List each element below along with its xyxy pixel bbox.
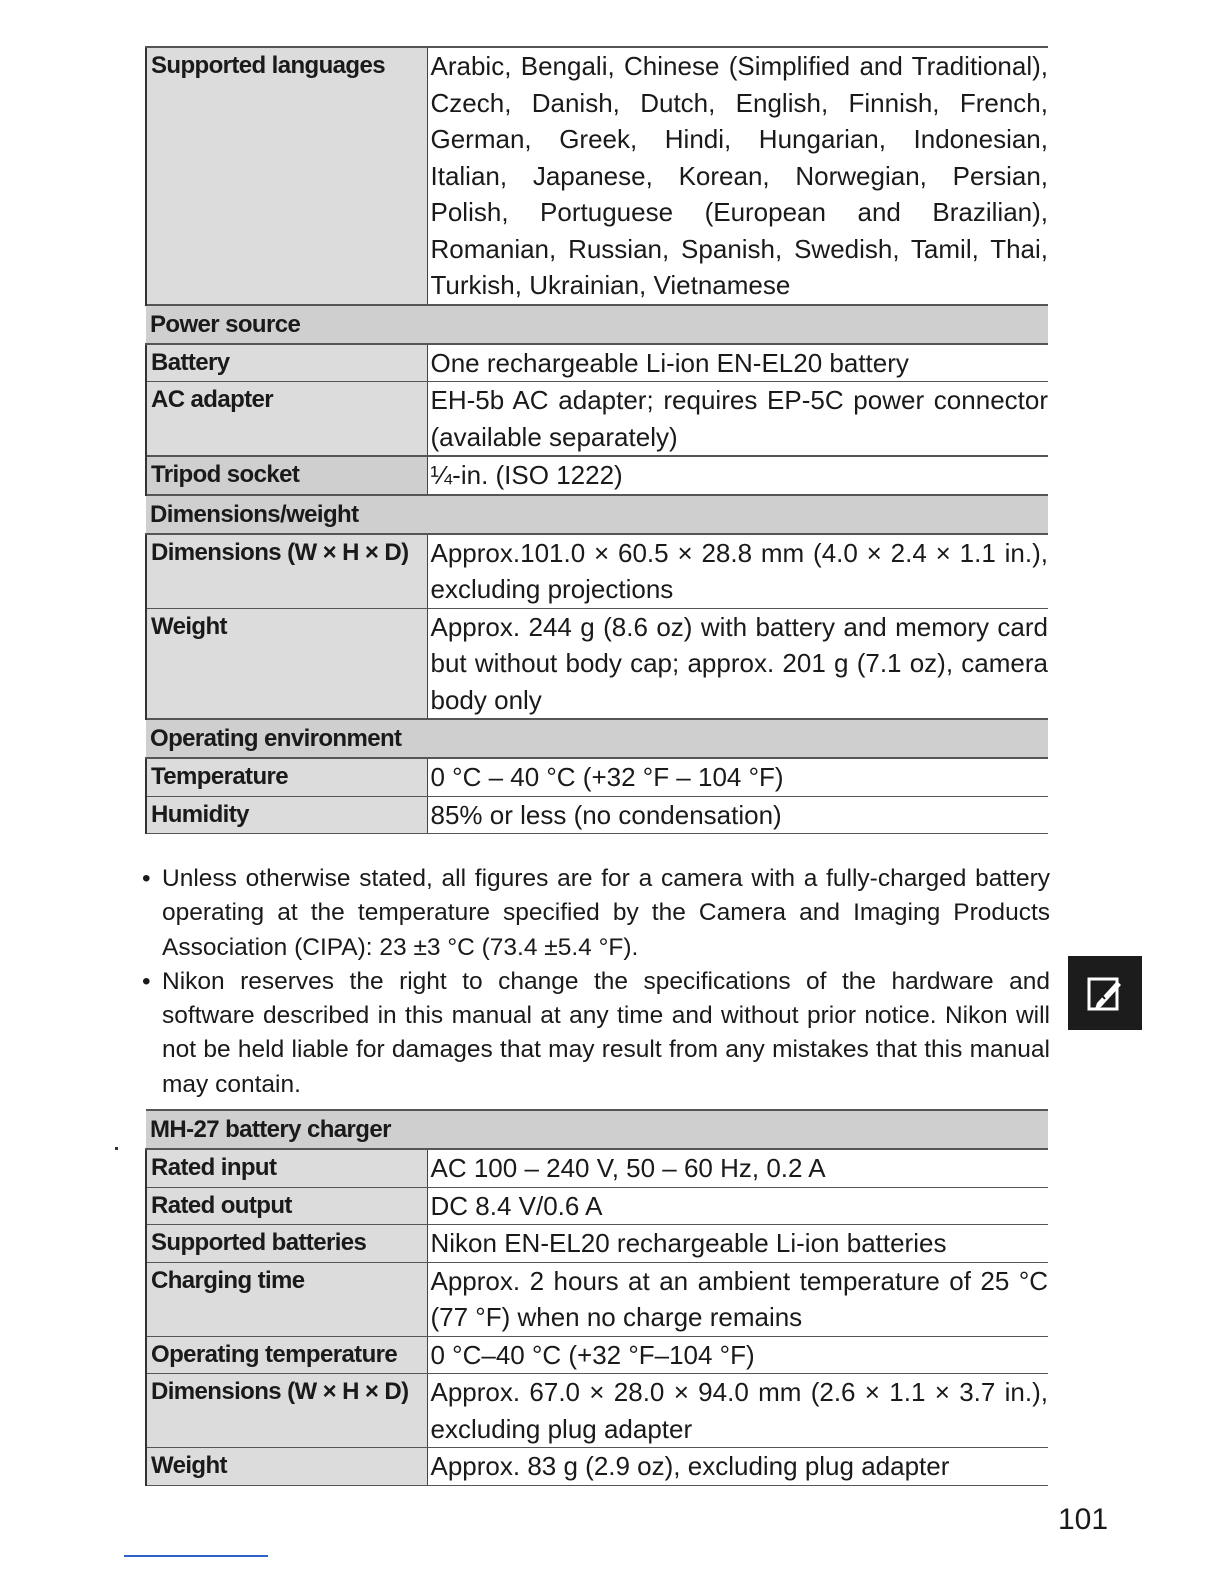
scan-artifact <box>124 1555 268 1557</box>
spec-row <box>146 1149 1048 1187</box>
spec-label: Charging time <box>146 1262 427 1336</box>
note-item <box>140 862 1050 965</box>
spec-row <box>146 1225 1048 1263</box>
spec-value: ¼-in. (ISO 1222) <box>427 456 1048 495</box>
spec-value: 0 °C–40 °C (+32 °F–104 °F) <box>427 1336 1048 1374</box>
spec-row <box>146 1187 1048 1225</box>
page-number: 101 <box>1058 1503 1109 1536</box>
spec-label: Humidity <box>146 796 427 834</box>
section-header-dimensions-weight <box>146 495 1048 534</box>
spec-row-temperature <box>146 758 1048 796</box>
spec-row-supported-languages <box>146 47 1048 305</box>
section-title: Dimensions/weight <box>146 495 1048 534</box>
spec-label: Supported batteries <box>146 1225 427 1263</box>
spec-label: Dimensions (W × H × D) <box>146 534 427 609</box>
scan-artifact <box>115 1147 118 1150</box>
spec-value: DC 8.4 V/0.6 A <box>427 1187 1048 1225</box>
spec-row-humidity <box>146 796 1048 834</box>
spec-label: Temperature <box>146 758 427 796</box>
spec-notes <box>140 862 1050 1102</box>
spec-label: Dimensions (W × H × D) <box>146 1374 427 1448</box>
spec-row-dimensions <box>146 534 1048 609</box>
spec-label: Supported languages <box>146 47 427 305</box>
spec-row <box>146 1448 1048 1486</box>
spec-label: Rated output <box>146 1187 427 1225</box>
spec-label: Battery <box>146 344 427 382</box>
spec-row <box>146 1374 1048 1448</box>
spec-value: Approx. 83 g (2.9 oz), excluding plug adapter <box>427 1448 1048 1486</box>
spec-row-weight <box>146 608 1048 719</box>
charger-spec-table <box>145 1109 1048 1486</box>
note-text: Unless otherwise stated, all figures are for a camera with a fully-charged battery operating at the temperature specified by the Camera and Imaging Products Association (CIPA): 23 ±3 °C (73.4 ±5.4 °F). <box>162 865 1050 961</box>
section-title: Power source <box>146 305 1048 344</box>
camera-spec-table <box>145 46 1048 834</box>
note-item <box>140 965 1050 1102</box>
spec-value: Approx. 67.0 × 28.0 × 94.0 mm (2.6 × 1.1 × 3.7 in.), excluding plug adapter <box>427 1374 1048 1448</box>
section-header-charger <box>146 1110 1048 1149</box>
bullet: • <box>142 967 151 995</box>
section-title: Operating environment <box>146 719 1048 758</box>
spec-value: Approx. 244 g (8.6 oz) with battery and memory card but without body cap; approx. 201 g (7.1 oz), camera body only <box>427 608 1048 719</box>
spec-value: 0 °C – 40 °C (+32 °F – 104 °F) <box>427 758 1048 796</box>
section-tab-marker <box>1068 956 1142 1030</box>
spec-value: Nikon EN-EL20 rechargeable Li-ion batteries <box>427 1225 1048 1263</box>
spec-value: Approx. 2 hours at an ambient temperature of 25 °C (77 °F) when no charge remains <box>427 1262 1048 1336</box>
spec-label: Tripod socket <box>146 456 427 495</box>
spec-label: Weight <box>146 608 427 719</box>
spec-value: Arabic, Bengali, Chinese (Simplified and Traditional), Czech, Danish, Dutch, English, Finnish, French, German, Greek, Hindi, Hungarian, Indonesian, Italian, Japanese, Korean, Norwegian, Persian, Polish, Portuguese (European and Brazilian), Romanian, Russian, Spanish, Swedish, Tamil, Thai, Turkish, Ukrainian, Vietnamese <box>427 47 1048 305</box>
bullet: • <box>142 865 151 892</box>
spec-row-battery <box>146 344 1048 382</box>
spec-row-tripod-socket <box>146 456 1048 495</box>
spec-label: AC adapter <box>146 382 427 457</box>
spec-label: Rated input <box>146 1149 427 1187</box>
spec-row-ac-adapter <box>146 382 1048 457</box>
pencil-note-icon <box>1083 971 1127 1015</box>
spec-row <box>146 1262 1048 1336</box>
spec-value: AC 100 – 240 V, 50 – 60 Hz, 0.2 A <box>427 1149 1048 1187</box>
note-text: Nikon reserves the right to change the specifications of the hardware and software described in this manual at any time and without prior notice. Nikon will not be held liable for damages that may result from any mistakes that this manual may contain. <box>162 967 1050 1098</box>
spec-value: Approx.101.0 × 60.5 × 28.8 mm (4.0 × 2.4 × 1.1 in.), excluding projections <box>427 534 1048 609</box>
section-header-power-source <box>146 305 1048 344</box>
spec-row <box>146 1336 1048 1374</box>
section-title: MH-27 battery charger <box>146 1110 1048 1149</box>
spec-value: EH-5b AC adapter; requires EP-5C power connector (available separately) <box>427 382 1048 457</box>
spec-label: Operating temperature <box>146 1336 427 1374</box>
spec-label: Weight <box>146 1448 427 1486</box>
spec-value: One rechargeable Li-ion EN-EL20 battery <box>427 344 1048 382</box>
spec-value: 85% or less (no condensation) <box>427 796 1048 834</box>
section-header-operating-environment <box>146 719 1048 758</box>
